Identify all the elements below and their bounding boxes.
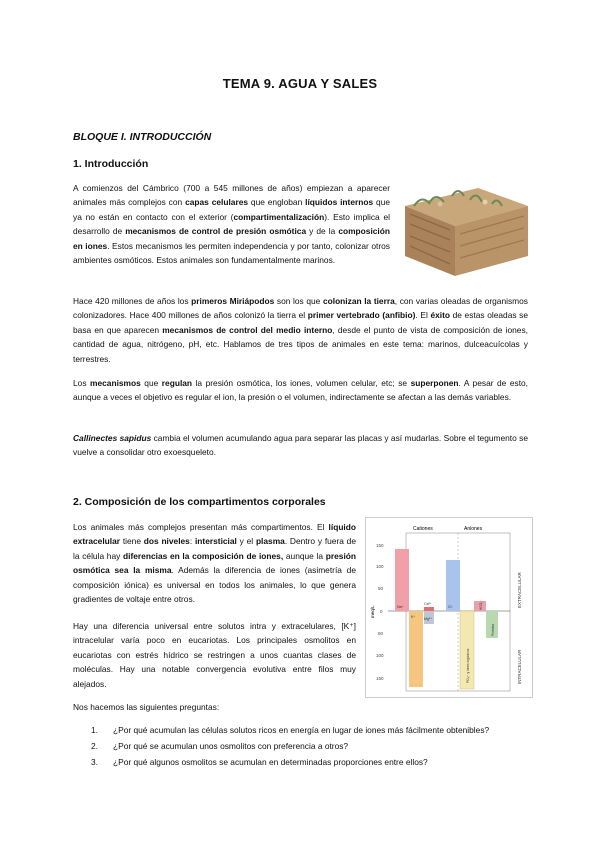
hco3-label: HCO₃⁻: [479, 599, 483, 610]
na-label: Na⁺: [397, 605, 404, 609]
y-tick: 50: [378, 586, 384, 591]
paragraph: A comienzos del Cámbrico (700 a 545 millones de años) empiezan a aparecer animales más complejos con capas celulares que engloban líquidos internos que ya no están en contacto con el exterior (compartimentalización). Esto implica el desarrollo de mecanismos de control de presión osmótica y de la composición en iones. Estos mecanismos les permiten independencia y por tanto, colonizar otros ambientes osmóticos. Estos animales son fundamentalmente marinos.: [73, 183, 391, 266]
page-title: TEMA 9. AGUA Y SALES: [222, 76, 378, 91]
geology-block-illustration: [400, 184, 530, 280]
cl-label: Cl⁻: [448, 605, 454, 609]
y-tick: 100: [376, 564, 384, 569]
questions-list: [73, 722, 489, 770]
cl-bar: [446, 560, 460, 611]
k-bar: [409, 611, 423, 687]
paragraph: Los animales más complejos presentan más compartimentos. El líquido extracelular tiene dos niveles: intersticial y el plasma. Dentro y fuera de la célula hay diferencias en la composición de iones, aunque la presión osmótica sea la misma. Además la diferencia de iones (asimetría de composición iónica) es universal en todos los animales, lo que genera gradientes de voltaje entre otros.: [73, 522, 357, 605]
anions-header: Aniones: [464, 526, 483, 532]
phosphate-label: PO₄³⁻ y iones orgánicos: [466, 648, 470, 683]
ion-composition-chart: [365, 517, 533, 698]
paragraph: Los mecanismos que regulan la presión osmótica, los iones, volumen celular, etc; se superponen. A pesar de esto, aunque a veces el objetivo es regular el ion, la presión o el volumen, indirectamente se afectan a las demás variables.: [73, 378, 529, 403]
na-bar: [395, 549, 409, 611]
list-item: 3. ¿Por qué algunos osmolitos se acumulan en determinadas proporciones entre ellos?: [91, 757, 428, 767]
y-tick: 150: [376, 543, 384, 548]
extracellular-label: EXTRACELULAR: [517, 572, 522, 608]
y-tick: 100: [376, 653, 384, 658]
list-item: 2. ¿Por qué se acumulan unos osmolitos con preferencia a otros?: [91, 741, 349, 751]
y-tick: 50: [378, 631, 384, 636]
list-item: 1. ¿Por qué acumulan las células solutos ricos en energía en lugar de iones más fácilmente obtenibles?: [91, 725, 490, 735]
section-2-heading: 2. Composición de los compartimentos corporales: [73, 496, 326, 508]
ca-bar: [424, 607, 434, 611]
protein-label: Proteína: [491, 623, 495, 636]
cations-header: Cationes: [413, 526, 433, 532]
ca-label: Ca²⁺: [424, 602, 432, 606]
y-axis-label: meq/L: [370, 605, 375, 618]
y-tick: 150: [376, 676, 384, 681]
mg-label: Mg²⁺: [424, 617, 433, 621]
block-heading: BLOQUE I. INTRODUCCIÓN: [73, 131, 212, 143]
section-1-heading: 1. Introducción: [73, 158, 149, 170]
k-label: K⁺: [411, 615, 416, 619]
paragraph: Hace 420 millones de años los primeros Miriápodos son los que colonizan la tierra, con varias oleadas de organismos colonizadores. Hace 400 millones de años colonizó la tierra el primer vertebrado (anfibio). El éxito de estas oleadas se basa en que aparecen mecanismos de control del medio interno, desde el punto de vista de composición de iones, cantidad de agua, nitrógeno, pH, etc. Hablamos de tres tipos de animales en este tema: marinos, dulceacuícolas y terrestres.: [73, 296, 528, 364]
paragraph: Hay una diferencia universal entre solutos intra y extracelulares, [K⁺] intracelular varía poco en eucariotas. Los principales osmolitos en eucariotas con estrés hídrico se restringen a unos cuantas clases de moléculas. Hay una notable convergencia evolutiva entre filos muy alejados.: [73, 621, 356, 689]
paragraph: Nos hacemos las siguientes preguntas:: [73, 702, 220, 712]
y-tick: 0: [380, 609, 383, 614]
intracellular-label: INTRACELULAR: [517, 649, 522, 684]
paragraph: Callinectes sapidus cambia el volumen acumulando agua para separar las placas y así mudarlas. Sobre el tegumento se vuelve a consolidar otro exoesqueleto.: [73, 433, 528, 458]
